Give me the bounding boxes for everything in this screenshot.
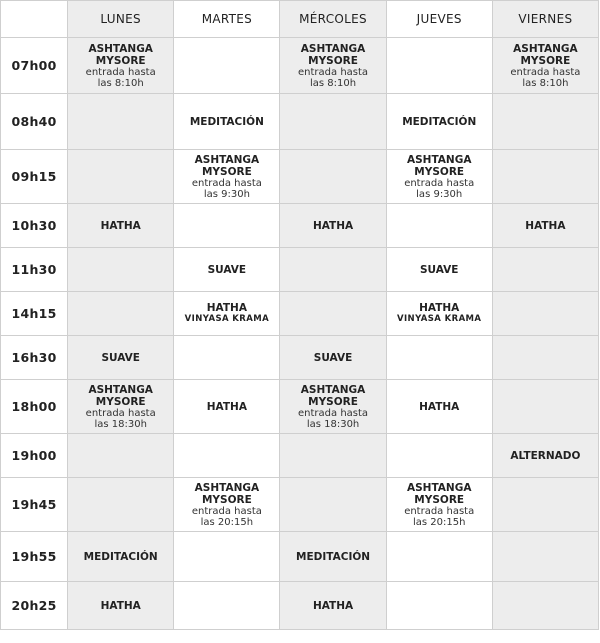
schedule-row (1, 94, 599, 150)
time-cell: 19h00 (1, 434, 68, 478)
class-cell (174, 336, 280, 380)
class-title: ASHTANGA (88, 383, 153, 396)
class-title: MEDITACIÓN (402, 115, 477, 128)
schedule-body (1, 38, 599, 630)
class-cell (174, 94, 280, 150)
schedule-row (1, 204, 599, 248)
entry-note: entrada hasta (191, 177, 262, 189)
class-cell (492, 582, 598, 630)
class-title: HATHA (206, 400, 247, 413)
time-cell: 19h45 (1, 478, 68, 532)
entry-note: entrada hasta (85, 66, 156, 78)
entry-note-time: las 18:30h (306, 418, 360, 430)
entry-note-time: las 8:10h (309, 77, 357, 89)
schedule-row (1, 336, 599, 380)
class-cell (174, 582, 280, 630)
class-cell (174, 380, 280, 434)
class-cell (280, 204, 386, 248)
class-title-line2: MYSORE (201, 165, 252, 178)
entry-note: entrada hasta (85, 407, 156, 419)
class-cell (386, 248, 492, 292)
header-row (1, 1, 599, 38)
class-cell (68, 292, 174, 336)
entry-note: entrada hasta (510, 66, 581, 78)
class-title: HATHA (100, 219, 141, 232)
class-cell (386, 478, 492, 532)
class-title: ASHTANGA (300, 383, 366, 396)
schedule-row (1, 380, 599, 434)
class-title-line2: MYSORE (414, 493, 465, 506)
entry-note-time: las 18:30h (94, 418, 147, 430)
schedule-row (1, 582, 599, 630)
class-cell (280, 94, 386, 150)
class-cell (280, 434, 386, 478)
time-cell: 19h55 (1, 532, 68, 582)
class-title-line2: MYSORE (201, 493, 252, 506)
class-cell (386, 380, 492, 434)
class-cell (174, 38, 280, 94)
day-header: MARTES (174, 1, 280, 38)
entry-note-time: las 8:10h (97, 77, 144, 89)
class-cell (280, 532, 386, 582)
class-title: MEDITACIÓN (189, 115, 264, 128)
class-cell (492, 38, 598, 94)
class-title: SUAVE (313, 351, 353, 364)
class-title-line2: MYSORE (414, 165, 465, 178)
class-title: ALTERNADO (510, 449, 581, 462)
entry-note-time: las 9:30h (416, 188, 463, 200)
class-cell (492, 204, 598, 248)
class-cell (174, 150, 280, 204)
schedule-row (1, 292, 599, 336)
class-cell (68, 94, 174, 150)
class-cell (492, 478, 598, 532)
class-subtitle: VINYASA KRAMA (397, 314, 482, 324)
class-cell (492, 336, 598, 380)
class-title-line2: MYSORE (308, 54, 358, 67)
time-cell: 08h40 (1, 94, 68, 150)
class-title-line2: MYSORE (95, 395, 146, 408)
schedule-row (1, 248, 599, 292)
entry-note: entrada hasta (191, 505, 262, 517)
class-cell (280, 336, 386, 380)
class-cell (68, 532, 174, 582)
entry-note-time: las 20:15h (200, 516, 254, 528)
schedule-row (1, 532, 599, 582)
class-cell (492, 248, 598, 292)
entry-note-time: las 20:15h (412, 516, 466, 528)
class-title: MEDITACIÓN (83, 550, 158, 563)
class-cell (174, 292, 280, 336)
class-cell (386, 532, 492, 582)
day-header: JUEVES (386, 1, 492, 38)
class-cell (68, 582, 174, 630)
class-title-line2: MYSORE (520, 54, 571, 67)
time-cell: 14h15 (1, 292, 68, 336)
time-cell: 16h30 (1, 336, 68, 380)
schedule-row (1, 150, 599, 204)
schedule-row (1, 38, 599, 94)
class-cell (492, 434, 598, 478)
time-cell: 18h00 (1, 380, 68, 434)
class-cell (68, 150, 174, 204)
entry-note-time: las 9:30h (203, 188, 250, 200)
class-cell (386, 94, 492, 150)
class-title: SUAVE (101, 351, 140, 364)
class-title: ASHTANGA (406, 481, 472, 494)
class-cell (280, 380, 386, 434)
class-cell (386, 204, 492, 248)
time-cell: 20h25 (1, 582, 68, 630)
class-title: HATHA (206, 302, 247, 314)
class-title: ASHTANGA (88, 42, 153, 55)
class-cell (174, 532, 280, 582)
class-cell (68, 380, 174, 434)
entry-note-time: las 8:10h (522, 77, 569, 89)
entry-note: entrada hasta (298, 66, 369, 78)
class-title: HATHA (525, 219, 566, 232)
class-cell (386, 582, 492, 630)
entry-note: entrada hasta (404, 177, 475, 189)
class-cell (386, 150, 492, 204)
schedule-row (1, 478, 599, 532)
class-cell (174, 248, 280, 292)
time-cell: 10h30 (1, 204, 68, 248)
class-title: HATHA (312, 219, 354, 232)
class-cell (492, 292, 598, 336)
class-cell (492, 94, 598, 150)
class-cell (386, 336, 492, 380)
class-title: HATHA (419, 302, 460, 314)
class-cell (492, 150, 598, 204)
class-cell (280, 292, 386, 336)
class-title: MEDITACIÓN (296, 550, 371, 563)
class-title: HATHA (100, 599, 141, 612)
class-cell (280, 38, 386, 94)
class-cell (280, 150, 386, 204)
class-cell (280, 248, 386, 292)
class-title: ASHTANGA (194, 481, 260, 494)
class-cell (386, 434, 492, 478)
class-title: ASHTANGA (194, 153, 260, 166)
class-title-line2: MYSORE (95, 54, 146, 67)
day-header: MÉRCOLES (280, 1, 386, 38)
class-subtitle: VINYASA KRAMA (184, 314, 270, 324)
class-cell (68, 434, 174, 478)
class-cell (174, 478, 280, 532)
day-header: VIERNES (492, 1, 598, 38)
time-cell: 11h30 (1, 248, 68, 292)
class-cell (492, 380, 598, 434)
class-title: ASHTANGA (513, 42, 578, 55)
entry-note: entrada hasta (404, 505, 475, 517)
class-title: HATHA (312, 599, 354, 612)
class-cell (174, 204, 280, 248)
class-cell (68, 336, 174, 380)
class-cell (68, 478, 174, 532)
class-title: ASHTANGA (300, 42, 366, 55)
class-title: ASHTANGA (406, 153, 472, 166)
class-title-line2: MYSORE (308, 395, 358, 408)
class-title: HATHA (419, 400, 460, 413)
class-cell (68, 248, 174, 292)
class-cell (174, 434, 280, 478)
time-cell: 07h00 (1, 38, 68, 94)
class-cell (492, 532, 598, 582)
entry-note: entrada hasta (298, 407, 369, 419)
class-cell (68, 204, 174, 248)
class-cell (386, 38, 492, 94)
class-cell (386, 292, 492, 336)
class-cell (280, 582, 386, 630)
class-title: SUAVE (207, 263, 247, 276)
class-cell (280, 478, 386, 532)
schedule-row (1, 434, 599, 478)
day-header: LUNES (68, 1, 174, 38)
corner-cell (1, 1, 68, 38)
class-cell (68, 38, 174, 94)
time-cell: 09h15 (1, 150, 68, 204)
class-title: SUAVE (419, 263, 459, 276)
